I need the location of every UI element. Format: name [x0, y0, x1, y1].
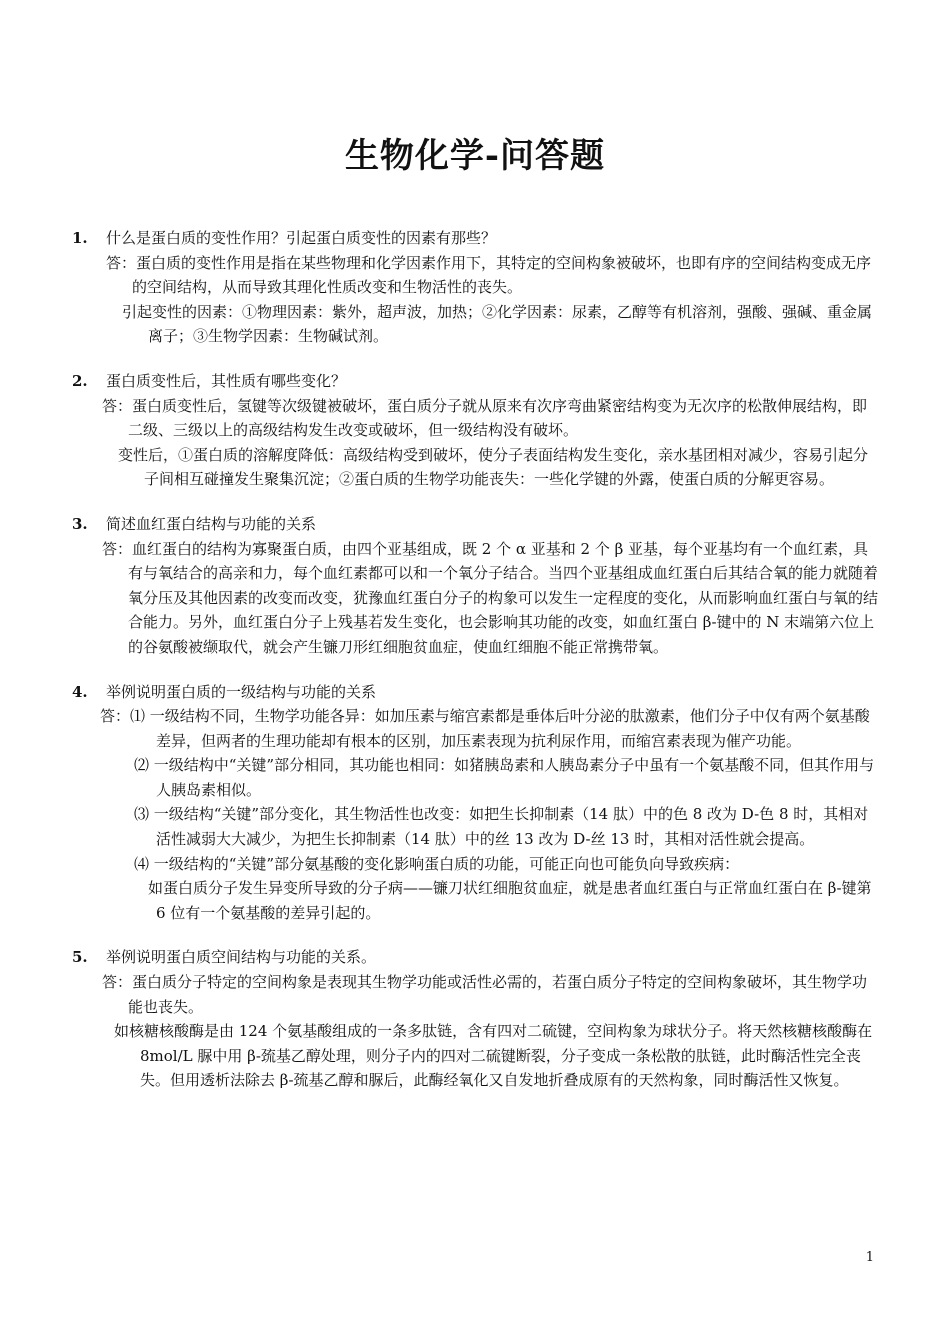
answer-paragraph: 引起变性的因素：①物理因素：紫外，超声波，加热；②化学因素：尿素，乙醇等有机溶剂，强酸、强碱、重金属离子；③生物学因素：生物碱试剂。 — [122, 302, 873, 346]
question-text: 什么是蛋白质的变性作用？引起蛋白质变性的因素有那些？ — [106, 229, 497, 247]
answer-paragraph: 答：⑴ 一级结构不同，生物学功能各异：如加压素与缩宫素都是垂体后叶分泌的肽激素，他们分子中仅有两个氨基酸差异，但两者的生理功能却有根本的区别，加压素表现为抗利尿作用，而缩宫素表现为催产功能。 — [100, 707, 870, 750]
answer-paragraph: ⑵ 一级结构中“关键”部分相同，其功能也相同：如猪胰岛素和人胰岛素分子中虽有一个氨基酸不同，但其作用与人胰岛素相似。 — [134, 756, 875, 799]
answer-paragraph: 答：蛋白质分子特定的空间构象是表现其生物学功能或活性必需的，若蛋白质分子特定的空间构象破坏，其生物学功能也丧失。 — [102, 973, 868, 1016]
answer-paragraph: 变性后，①蛋白质的溶解度降低：高级结构受到破坏，使分子表面结构发生变化，亲水基团相对减少，容易引起分子间相互碰撞发生聚集沉淀；②蛋白质的生物学功能丧失：一些化学键的外露，使蛋白质的分解更容易。 — [118, 445, 869, 489]
answer-paragraph: 答：蛋白质的变性作用是指在某些物理和化学因素作用下，其特定的空间构象被破坏，也即有序的空间结构变成无序的空间结构，从而导致其理化性质改变和生物活性的丧失。 — [106, 253, 872, 297]
question-2 — [0, 369, 950, 492]
question-text: 简述血红蛋白结构与功能的关系 — [106, 514, 317, 533]
page-number: 1 — [865, 1250, 874, 1265]
question-number: 1. — [72, 229, 88, 247]
page-title: 生物化学-问答题 — [344, 136, 606, 176]
answer-paragraph: 如蛋白质分子发生异变所导致的分子病——镰刀状红细胞贫血症，就是患者血红蛋白与正常血红蛋白在 β-键第 6 位有一个氨基酸的差异引起的。 — [148, 879, 872, 922]
question-5 — [0, 945, 950, 1093]
answer-paragraph: ⑶ 一级结构“关键”部分变化，其生物活性也改变：如把生长抑制素（14 肽）中的色 8 改为 D-色 8 时，其相对活性减弱大大减少，为把生长抑制素（14 肽）中的丝 13 改为 D-丝 13 时，其相对活性就会提高。 — [134, 805, 869, 849]
qa-content — [0, 226, 950, 1113]
answer-paragraph: 答：血红蛋白的结构为寡聚蛋白质，由四个亚基组成，既 2 个 α 亚基和 2 个 β 亚基，每个亚基均有一个血红素，具有与氧结合的高亲和力，每个血红素都可以和一个氧分子结合。当四个亚基组成血红蛋白后其结合氧的能力就随着氧分压及其他因素的改变而改变，犹豫血红蛋白分子的构象可以发生一定程度的变化，从而影响血红蛋白与氧的结合能力。另外，血红蛋白分子上残基若发生变化，也会影响其功能的改变，如血红蛋白 β-键中的 N 末端第六位上的谷氨酸被缬取代，就会产生镰刀形红细胞贫血症，使血红细胞不能正常携带氧。 — [102, 539, 879, 656]
question-text: 蛋白质变性后，其性质有哪些变化？ — [106, 371, 347, 390]
question-3 — [0, 512, 950, 660]
answer-paragraph: 答：蛋白质变性后，氢键等次级键被破坏，蛋白质分子就从原来有次序弯曲紧密结构变为无次序的松散伸展结构，即二级、三级以上的高级结构发生改变或破坏，但一级结构没有破坏。 — [102, 396, 868, 440]
question-4 — [0, 680, 950, 926]
question-number: 5. — [72, 948, 88, 967]
answer-paragraph: ⑷ 一级结构的“关键”部分氨基酸的变化影响蛋白质的功能，可能正向也可能负向导致疾病： — [134, 854, 740, 873]
question-1 — [0, 226, 950, 349]
question-text: 举例说明蛋白质的一级结构与功能的关系 — [106, 682, 377, 701]
question-number: 2. — [72, 371, 88, 390]
answer-paragraph: 如核糖核酸酶是由 124 个氨基酸组成的一条多肽链，含有四对二硫键，空间构象为球状分子。将天然核糖核酸酶在 8mol/L 脲中用 β-巯基乙醇处理，则分子内的四对二硫键断裂，分子变成一条松散的肽链，此时酶活性完全丧失。但用透析法除去 β-巯基乙醇和脲后，此酶经氧化又自发地折叠成原有的天然构象，同时酶活性又恢复。 — [114, 1022, 873, 1090]
question-text: 举例说明蛋白质空间结构与功能的关系。 — [106, 948, 377, 967]
question-number: 3. — [72, 514, 88, 533]
question-number: 4. — [72, 682, 88, 701]
